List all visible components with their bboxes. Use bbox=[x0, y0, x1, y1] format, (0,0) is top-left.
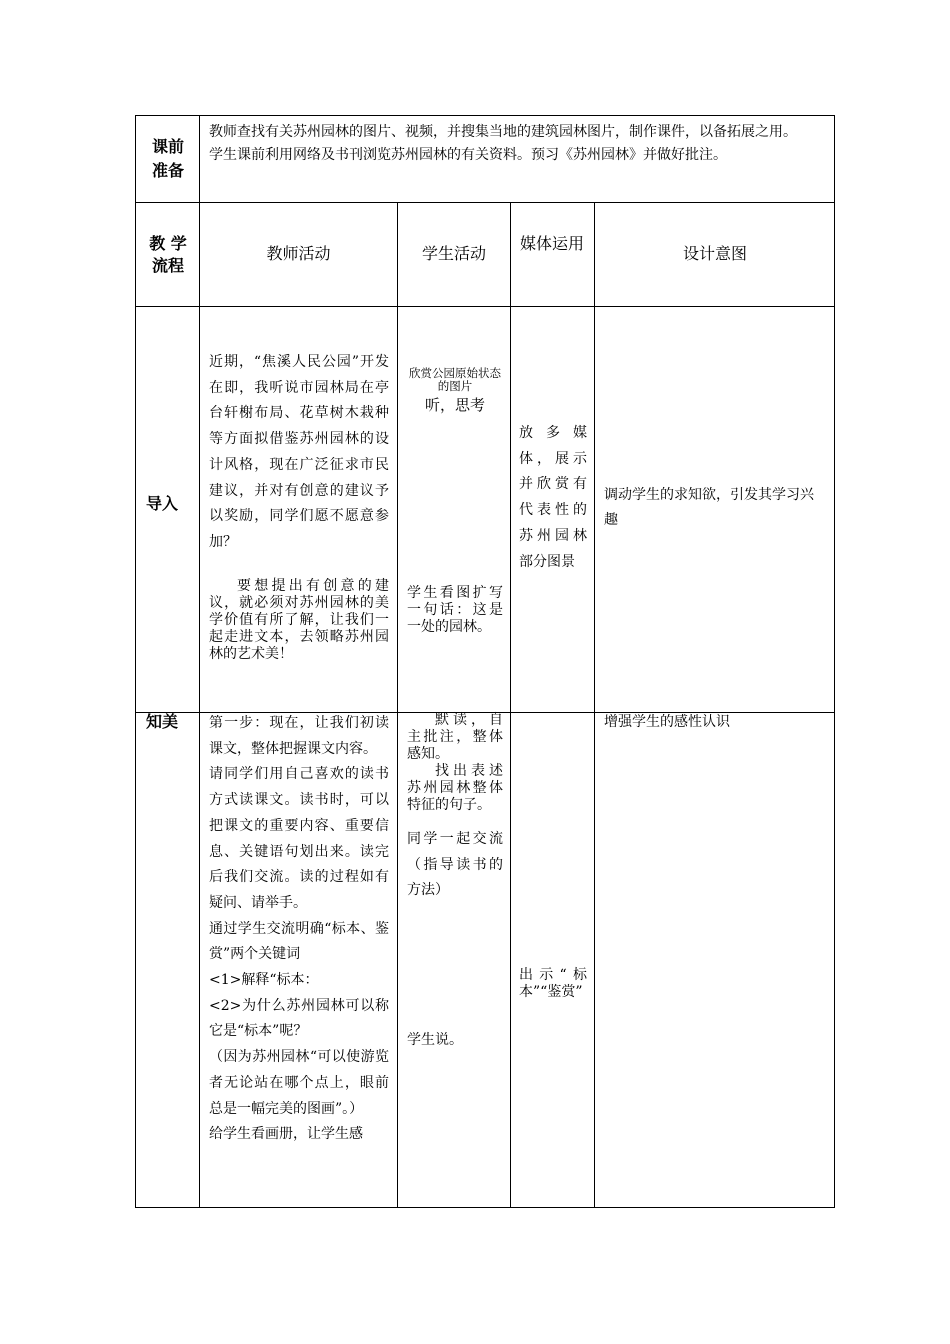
zhimei-teacher-activity bbox=[209, 711, 389, 1148]
prep-student-text: 学生课前利用网络及书刊浏览苏州园林的有关资料。预习《苏州园林》并做好批注。 bbox=[209, 146, 727, 163]
table-border-left bbox=[135, 115, 136, 1208]
prep-content bbox=[209, 121, 829, 166]
lesson-plan-table bbox=[135, 115, 835, 1208]
intro-label: 导入 bbox=[146, 494, 179, 513]
intro-teacher-p2: 要想提出有创意的建议，就必须对苏州园林的美学价值有所了解，让我们一起走进文本，去领略苏州园林的艺术美！ bbox=[209, 578, 389, 662]
intro-student-listen: 听，思考 bbox=[424, 396, 485, 414]
header-teacher-activity: 教师活动 bbox=[266, 244, 331, 263]
header-flow: 教 学流程 bbox=[149, 234, 187, 275]
column-divider bbox=[199, 115, 200, 1208]
intro-student-write: 学生看图扩写一句话：这是一处的园林。 bbox=[407, 585, 503, 635]
intro-student-view: 欣赏公园原始状态的图片 bbox=[409, 366, 501, 393]
prep-teacher-text: 教师查找有关苏州园林的图片、视频，并搜集当地的建筑园林图片，制作课件，以备拓展之用。 bbox=[209, 124, 797, 140]
row-divider bbox=[135, 202, 835, 203]
zhimei-student-a: 默读，自主批注，整体感知。 bbox=[407, 712, 503, 762]
prep-label: 课前准备 bbox=[151, 137, 184, 180]
zhimei-teacher-q2: <2>为什么苏州园林可以称它是“标本”呢？ bbox=[209, 997, 389, 1040]
header-design-intent: 设计意图 bbox=[682, 244, 747, 263]
table-border-right bbox=[834, 115, 835, 1208]
table-border-bottom bbox=[135, 1207, 835, 1208]
zhimei-teacher-keywords: 通过学生交流明确“标本、鉴赏”两个关键词 bbox=[209, 920, 389, 963]
zhimei-label: 知美 bbox=[146, 712, 179, 731]
zhimei-teacher-q1: <1>解释“标本： bbox=[209, 972, 319, 989]
header-student-activity: 学生活动 bbox=[421, 244, 486, 263]
zhimei-student-d: 学生说。 bbox=[407, 1032, 463, 1048]
intro-media: 放多媒体，展示并欣赏有代表性的苏州园林部分图景 bbox=[519, 425, 587, 570]
column-divider bbox=[397, 202, 398, 1208]
zhimei-teacher-read: 请同学们用自己喜欢的读书方式读课文。读书时，可以把课文的重要内容、重要信息、关键语句划出来。读完后我们交流。读的过程如有疑问、请举手。 bbox=[209, 766, 389, 911]
row-divider bbox=[135, 306, 835, 307]
zhimei-student-c: 同学一起交流（指导读书的方法） bbox=[407, 831, 503, 899]
table-border-top bbox=[135, 115, 835, 116]
zhimei-design-intent: 增强学生的感性认识 bbox=[604, 714, 730, 730]
column-divider bbox=[510, 202, 511, 1208]
header-media: 媒体运用 bbox=[519, 234, 584, 253]
zhimei-teacher-answer: （因为苏州园林“可以使游览者无论站在哪个点上，眼前总是一幅完美的图画”。） bbox=[209, 1049, 389, 1117]
zhimei-teacher-album: 给学生看画册，让学生感 bbox=[209, 1126, 363, 1143]
intro-design-intent: 调动学生的求知欲，引发其学习兴趣 bbox=[604, 487, 814, 528]
column-divider bbox=[594, 202, 595, 1208]
zhimei-media: 出示“标本”“鉴赏” bbox=[519, 967, 587, 1000]
zhimei-student-b: 找出表述苏州园林整体特征的句子。 bbox=[407, 763, 503, 813]
intro-teacher-p1: 近期，“焦溪人民公园”开发在即，我听说市园林局在亭台轩榭布局、花草树木栽种等方面拟借鉴苏州园林的设计风格，现在广泛征求市民建议，并对有创意的建议予以奖励，同学们愿不愿意参加？ bbox=[209, 354, 389, 550]
zhimei-teacher-step1: 第一步：现在，让我们初读课文，整体把握课文内容。 bbox=[209, 715, 389, 757]
